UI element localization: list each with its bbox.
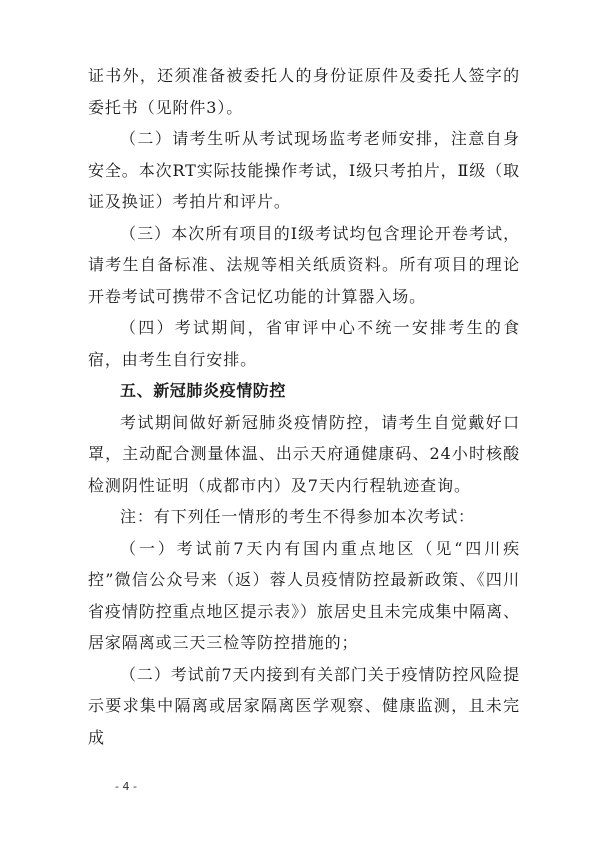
paragraph-note: 注：有下列任一情形的考生不得参加本次考试： (120, 507, 475, 526)
document-body (88, 60, 520, 753)
paragraph-restriction-1: （一）考试前7天内有国内重点地区（见“四川疾控”微信公众号来（返）蓉人员疫情防控最新政策、《四川省疫情防控重点地区提示表》）旅居史且未完成集中隔离、居家隔离或三天三检等防控措施的； (88, 538, 520, 652)
paragraph-item-2-safety: （二）请考生听从考试现场监考老师安排，注意自身安全。本次RT实际技能操作考试，Ⅰ级只考拍片，Ⅱ级（取证及换证）考拍片和评片。 (88, 129, 520, 211)
paragraph-covid-measures: 考试期间做好新冠肺炎疫情防控，请考生自觉戴好口罩，主动配合测量体温、出示天府通健康码、24小时核酸检测阴性证明（成都市内）及7天内行程轨迹查询。 (88, 412, 520, 495)
section-heading-covid-prevention: 五、新冠肺炎疫情防控 (120, 381, 287, 400)
paragraph-item-4-accommodation: （四）考试期间，省审评中心不统一安排考生的食宿，由考生自行安排。 (88, 318, 520, 369)
paragraph-item-3-open-book: （三）本次所有项目的Ⅰ级考试均包含理论开卷考试，请考生自备标准、法规等相关纸质资料。所有项目的理论开卷考试可携带不含记忆功能的计算器入场。 (88, 223, 520, 306)
paragraph-restriction-2: （二）考试前7天内接到有关部门关于疫情防控风险提示要求集中隔离或居家隔离医学观察、健康监测，且未完成 (88, 664, 520, 747)
page-number: - 4 - (115, 780, 137, 793)
paragraph-certificate-continuation: 证书外，还须准备被委托人的身份证原件及委托人签字的委托书（见附件3）。 (88, 66, 520, 117)
